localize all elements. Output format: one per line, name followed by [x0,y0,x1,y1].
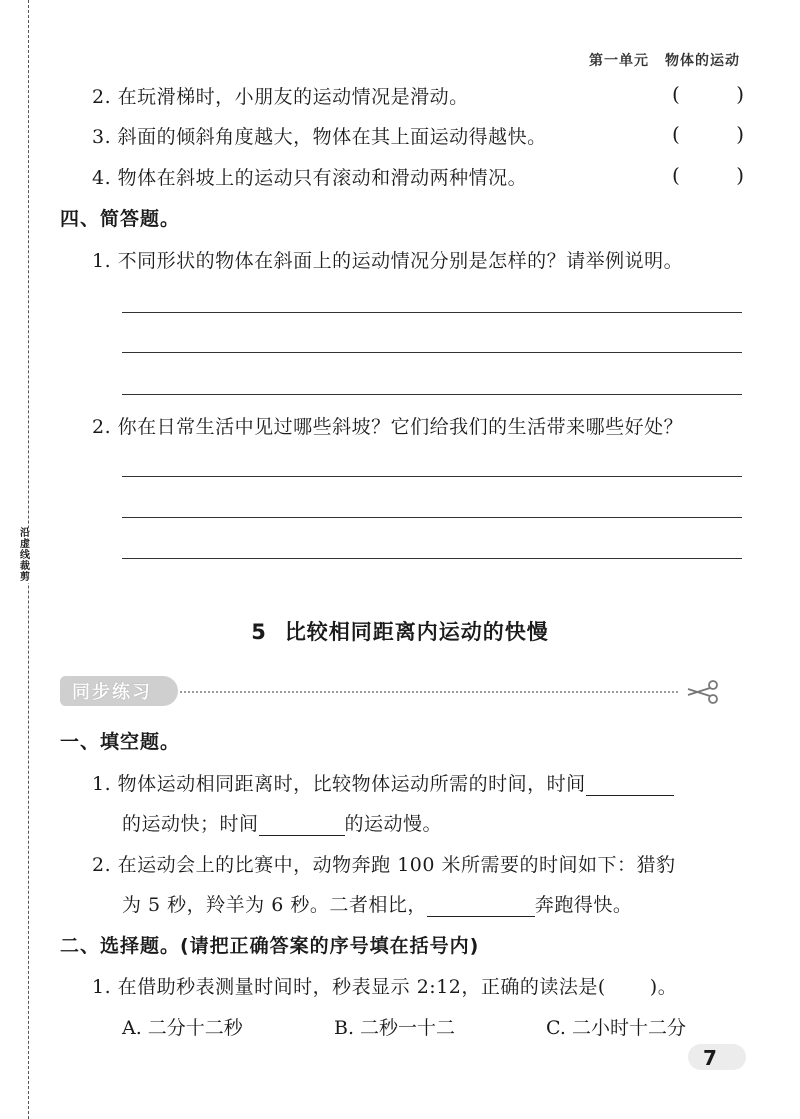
answer-line[interactable] [122,558,742,559]
answer-line[interactable] [122,517,742,518]
fill-q1-line2: 的运动快；时间 的运动慢。 [122,813,443,835]
cut-label: 沿虚线裁剪 [17,528,33,583]
lesson-name: 比较相同距离内运动的快慢 [284,620,549,644]
choice-option-b[interactable]: B. 二秒一十二 [334,1017,456,1039]
answer-line[interactable] [122,476,742,477]
short-answer-q1: 1. 不同形状的物体在斜面上的运动情况分别是怎样的？请举例说明。 [92,250,684,272]
page-header [589,50,740,70]
choice-option-c[interactable]: C. 二小时十二分 [546,1017,686,1039]
lesson-number: 5 [251,620,267,644]
fill-q2-line1: 2. 在运动会上的比赛中，动物奔跑 100 米所需要的时间如下：猎豹 [92,854,676,876]
judge-item-3: 3. 斜面的倾斜角度越大，物体在其上面运动得越快。 [92,126,547,148]
answer-line[interactable] [122,312,742,313]
judge-item-2: 2. 在玩滑梯时，小朋友的运动情况是滑动。 [92,86,469,108]
header-topic: 物体的运动 [665,53,740,69]
short-answer-q2: 2. 你在日常生活中见过哪些斜坡？它们给我们的生活带来哪些好处？ [92,416,684,438]
choice-q1: 1. 在借助秒表测量时间时，秒表显示 2:12，正确的读法是( )。 [92,976,678,998]
scissors-icon [684,680,724,704]
page-number: 7 [703,1046,717,1070]
lesson-title [0,616,800,646]
fill-blank-1[interactable] [586,775,674,796]
page-number-badge [688,1044,746,1070]
judge-answer-4[interactable]: ( ) [672,163,744,187]
answer-line[interactable] [122,352,742,353]
header-unit: 第一单元 [589,53,649,69]
choice-option-a[interactable]: A. 二分十二秒 [122,1017,243,1039]
judge-item-4: 4. 物体在斜坡上的运动只有滚动和滑动两种情况。 [92,167,528,189]
section-short-answer-title: 四、简答题。 [60,208,181,230]
fill-blank-3[interactable] [427,896,535,917]
section-fill-title: 一、填空题。 [60,731,181,753]
practice-divider [180,691,678,693]
judge-answer-2[interactable]: ( ) [672,82,744,106]
fill-blank-2[interactable] [259,815,345,836]
fill-q1-line1: 1. 物体运动相同距离时，比较物体运动所需的时间，时间 [92,769,674,796]
section-choice-title: 二、选择题。(请把正确答案的序号填在括号内) [60,935,480,957]
fill-q2-line2: 为 5 秒，羚羊为 6 秒。二者相比， 奔跑得快。 [122,894,633,916]
judge-answer-3[interactable]: ( ) [672,122,744,146]
practice-tab-label: 同步练习 [72,682,152,703]
answer-line[interactable] [122,394,742,395]
